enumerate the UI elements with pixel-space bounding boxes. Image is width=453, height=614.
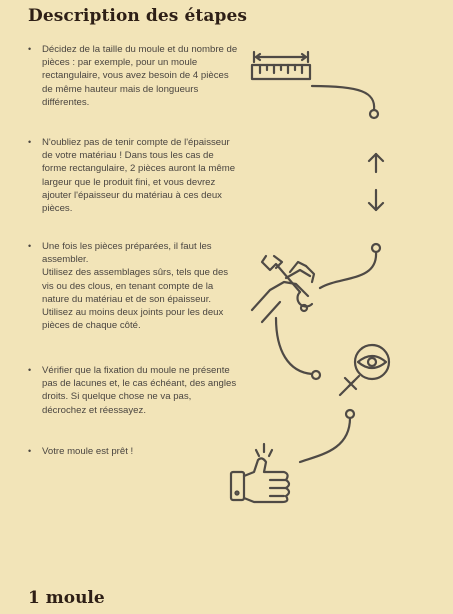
connector-line — [312, 86, 374, 110]
step-text: Une fois les pièces préparées, il faut les assembler. Utilisez des assemblages sûrs, tels que des vis ou des clous, en tenant compte de la nature du matériau et de son épaisseur. Utilisez au moins deux joints pour les deux pièces de chaque côté. — [42, 241, 229, 332]
bullet: • — [28, 44, 32, 54]
connector-dot — [346, 410, 354, 418]
ruler-icon — [252, 52, 310, 79]
down-arrow-icon — [369, 190, 383, 210]
up-arrow-icon — [369, 154, 383, 172]
section-title: 1 moule — [28, 588, 105, 608]
step-text: Votre moule est prêt ! — [42, 446, 134, 457]
bullet: • — [28, 446, 32, 456]
bullet: • — [28, 137, 32, 147]
connector-line — [300, 418, 350, 462]
connector-dot — [312, 371, 320, 379]
connector-dot — [372, 244, 380, 252]
bullet: • — [28, 241, 32, 251]
thumbs-up-icon — [231, 444, 289, 502]
step-text: Décidez de la taille du moule et du nombre de pièces : par exemple, pour un moule rectangulaire, vous avez besoin de 4 pièces de même hauteur mais de longueurs différentes. — [42, 44, 238, 108]
connector-line — [276, 318, 312, 374]
page-title: Description des étapes — [28, 6, 248, 26]
magnifier-eye-icon — [340, 345, 389, 395]
bullet: • — [28, 365, 32, 375]
step-text: N'oubliez pas de tenir compte de l'épaisseur de votre matériau ! Dans tous les cas de forme rectangulaire, 2 pièces auront la même largeur que le produit fini, et vous devrez ajouter l'épaisseur du matériau à ces deux pièces. — [42, 137, 236, 215]
connector-dot — [370, 110, 378, 118]
step-text: Vérifier que la fixation du moule ne présente pas de lacunes et, le cas échéant, des angles droits. Si quelque chose ne va pas, décrochez et réessayez. — [42, 365, 237, 416]
connector-line — [320, 252, 376, 288]
wrench-hand-icon — [252, 256, 314, 322]
